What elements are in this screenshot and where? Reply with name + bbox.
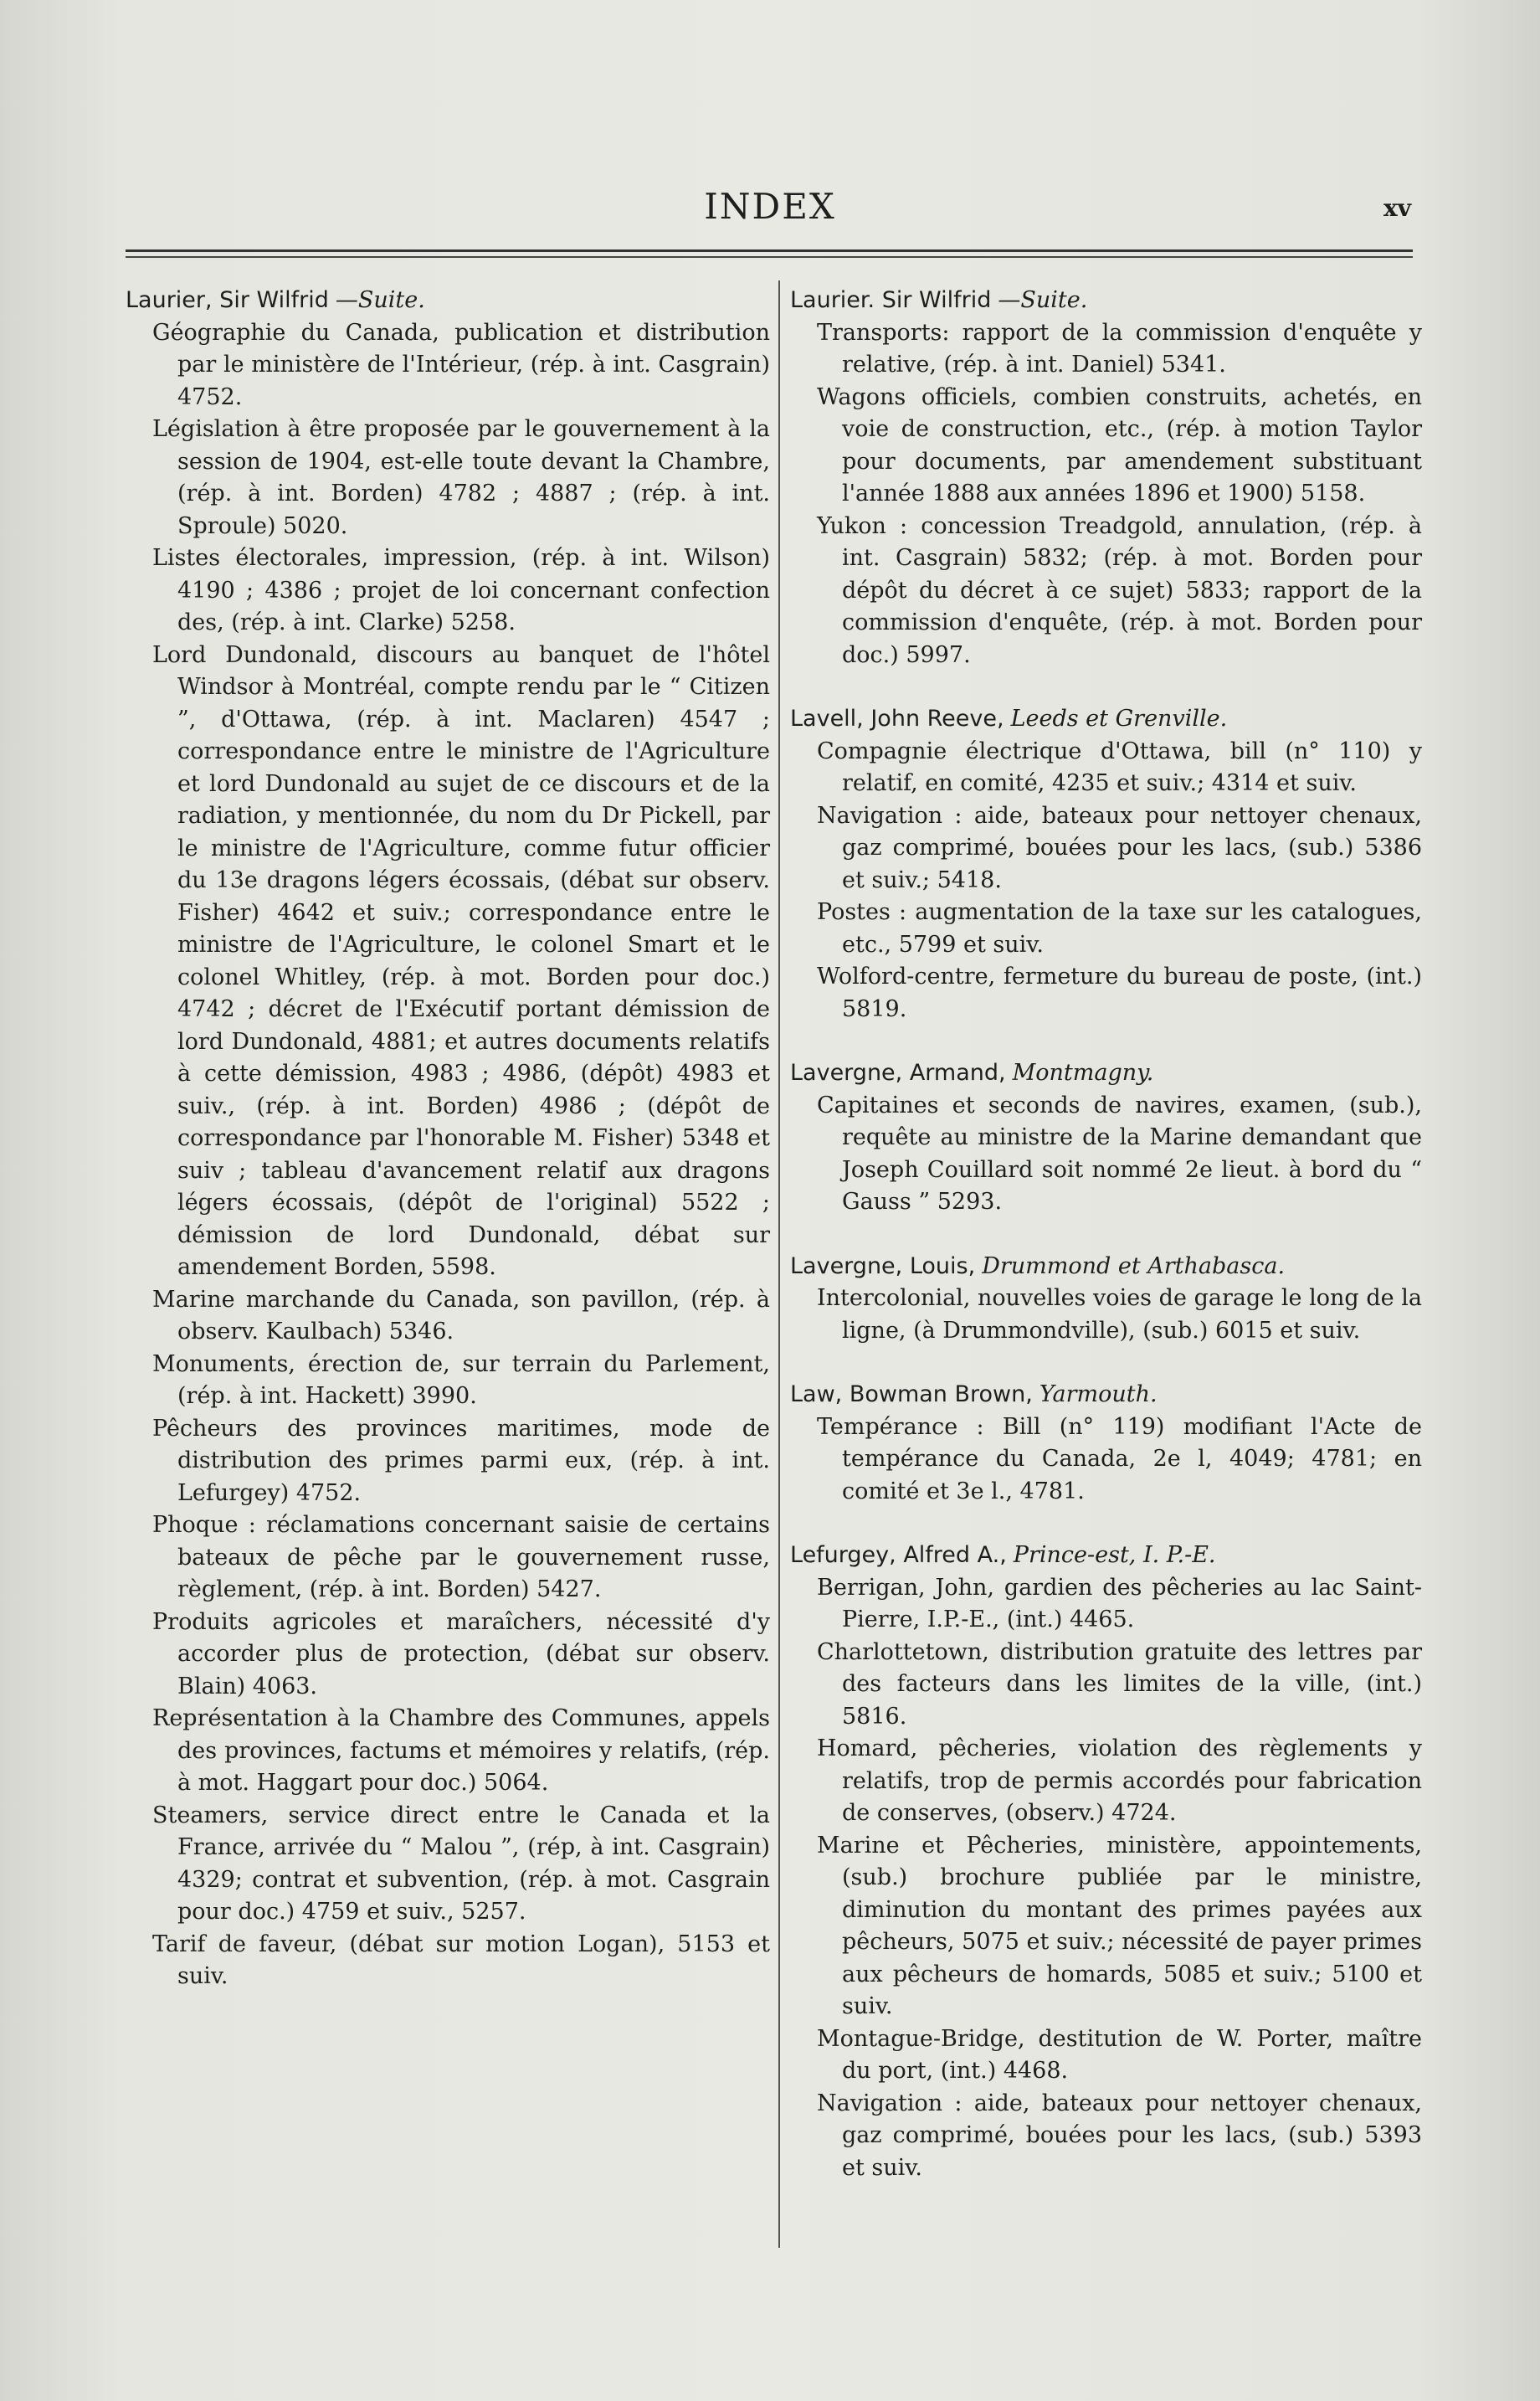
- index-entry: [790, 1251, 1422, 1348]
- index-entry: [126, 285, 770, 1993]
- entry-heading: [790, 1540, 1422, 1572]
- page-number: xv: [1383, 194, 1411, 222]
- entry-heading: [790, 1379, 1422, 1411]
- entry-heading: [126, 285, 770, 317]
- left-column: [126, 285, 770, 2025]
- subentry: Postes : augmentation de la taxe sur les catalogues, etc., 5799 et suiv.: [817, 899, 1422, 958]
- entry-constituency: Montmagny.: [1012, 1060, 1154, 1086]
- column-divider: [778, 280, 780, 2248]
- subentry: Lord Dundonald, discours au banquet de l'hôtel Windsor à Montréal, compte rendu par le “ Citizen ”, d'Ottawa, (rép. à int. Maclaren) 4547 ; correspondance entre le ministre de l'Agriculture et lord Dundonald au sujet de ce discours et de la radiation, y mentionnée, du nom du Dr Pickell, par le ministre de l'Agriculture, comme futur officier du 13e dragons légers écossais, (débat sur observ. Fisher) 4642 et suiv.; correspondance entre le ministre de l'Agriculture, le colonel Smart et le colonel Whitley, (rép. à mot. Borden pour doc.) 4742 ; décret de l'Exécutif portant démission de lord Dundonald, 4881; et autres documents relatifs à cette démission, 4983 ; 4986, (dépôt) 4983 et suiv., (rép. à int. Borden) 4986 ; (dépôt de correspondance par l'honorable M. Fisher) 5348 et suiv ; tableau d'avancement relatif aux dragons légers écossais, (dépôt de l'original) 5522 ; démission de lord Dundonald, débat sur amendement Borden, 5598.: [152, 641, 770, 1280]
- subentry: Pêcheurs des provinces maritimes, mode de distribution des primes parmi eux, (rép. à int. Lefurgey) 4752.: [152, 1415, 770, 1506]
- entry-name: Lavell, John Reeve,: [790, 706, 1004, 732]
- entry-constituency: Leeds et Grenville.: [1010, 706, 1228, 732]
- subentry: Navigation : aide, bateaux pour nettoyer chenaux, gaz comprimé, bouées pour les lacs, (sub.) 5386 et suiv.; 5418.: [817, 802, 1422, 893]
- subentry: Phoque : réclamations concernant saisie de certains bateaux de pêche par le gouvernement russe, règlement, (rép. à int. Borden) 5427.: [152, 1512, 770, 1602]
- index-entry: [790, 285, 1422, 671]
- subentry: Représentation à la Chambre des Communes, appels des provinces, factums et mémoires y relatifs, (rép. à mot. Haggart pour doc.) 5064.: [152, 1705, 770, 1796]
- entry-name: Lavergne, Louis,: [790, 1252, 976, 1279]
- right-column: [790, 285, 1422, 2216]
- entry-constituency: Prince-est, I. P.-E.: [1013, 1542, 1216, 1568]
- entry-name: Laurier. Sir Wilfrid: [790, 287, 992, 313]
- entry-heading: [790, 703, 1422, 736]
- index-entry: [790, 1057, 1422, 1219]
- subentry: Intercolonial, nouvelles voies de garage le long de la ligne, (à Drummondville), (sub.) 6015 et suiv.: [817, 1285, 1422, 1344]
- subentry: Géographie du Canada, publication et distribution par le ministère de l'Intérieur, (rép. à int. Casgrain) 4752.: [152, 319, 770, 410]
- entry-name: Laurier, Sir Wilfrid: [126, 287, 329, 313]
- subentry: Tempérance : Bill (n° 119) modifiant l'Acte de tempérance du Canada, 2e l, 4049; 4781; en comité et 3e l., 4781.: [817, 1413, 1422, 1504]
- page-title: INDEX: [704, 186, 836, 227]
- subentry: Transports: rapport de la commission d'enquête y relative, (rép. à int. Daniel) 5341.: [817, 319, 1422, 378]
- index-entry: [790, 1540, 1422, 2184]
- subentry: Navigation : aide, bateaux pour nettoyer chenaux, gaz comprimé, bouées pour les lacs, (sub.) 5393 et suiv.: [817, 2090, 1422, 2181]
- header-rule-top: [126, 249, 1413, 252]
- subentry: Berrigan, John, gardien des pêcheries au lac Saint-Pierre, I.P.-E., (int.) 4465.: [817, 1574, 1422, 1632]
- subentry: Produits agricoles et maraîchers, nécessité d'y accorder plus de protection, (débat sur observ. Blain) 4063.: [152, 1608, 770, 1699]
- subentry: Monuments, érection de, sur terrain du Parlement, (rép. à int. Hackett) 3990.: [152, 1350, 770, 1409]
- entry-constituency: —Suite.: [998, 287, 1088, 313]
- entry-heading: [790, 1251, 1422, 1283]
- entry-constituency: Drummond et Arthabasca.: [982, 1252, 1286, 1279]
- entry-name: Law, Bowman Brown,: [790, 1381, 1033, 1407]
- subentry: Montague-Bridge, destitution de W. Porter, maître du port, (int.) 4468.: [817, 2025, 1422, 2084]
- entry-constituency: Yarmouth.: [1039, 1381, 1158, 1407]
- index-entry: [790, 703, 1422, 1026]
- subentry: Marine et Pêcheries, ministère, appointements, (sub.) brochure publiée par le ministre, diminution du montant des primes payées aux pêcheurs, 5075 et suiv.; nécessité de payer primes aux pêcheurs de homards, 5085 et suiv.; 5100 et suiv.: [817, 1832, 1422, 2019]
- entry-name: Lavergne, Armand,: [790, 1060, 1006, 1086]
- entry-heading: [790, 1057, 1422, 1090]
- subentry: Capitaines et seconds de navires, examen, (sub.), requête au ministre de la Marine demandant que Joseph Couillard soit nommé 2e lieut. à bord du “ Gauss ” 5293.: [817, 1092, 1422, 1215]
- subentry: Compagnie électrique d'Ottawa, bill (n° 110) y relatif, en comité, 4235 et suiv.; 4314 et suiv.: [817, 738, 1422, 796]
- subentry: Charlottetown, distribution gratuite des lettres par des facteurs dans les limites de la ville, (int.) 5816.: [817, 1638, 1422, 1730]
- subentry: Législation à être proposée par le gouvernement à la session de 1904, est-elle toute devant la Chambre, (rép. à int. Borden) 4782 ; 4887 ; (rép. à int. Sproule) 5020.: [152, 416, 770, 539]
- entry-heading: [790, 285, 1422, 317]
- subentry: Steamers, service direct entre le Canada et la France, arrivée du “ Malou ”, (rép, à int. Casgrain) 4329; contrat et subvention, (rép. à mot. Casgrain pour doc.) 4759 et suiv., 5257.: [152, 1802, 770, 1925]
- subentry: Marine marchande du Canada, son pavillon, (rép. à observ. Kaulbach) 5346.: [152, 1286, 770, 1344]
- subentry: Wolford-centre, fermeture du bureau de poste, (int.) 5819.: [817, 964, 1422, 1022]
- subentry: Tarif de faveur, (débat sur motion Logan), 5153 et suiv.: [152, 1931, 770, 1989]
- entry-constituency: —Suite.: [335, 287, 425, 313]
- entry-name: Lefurgey, Alfred A.,: [790, 1542, 1007, 1568]
- subentry: Wagons officiels, combien construits, achetés, en voie de construction, etc., (rép. à motion Taylor pour documents, par amendement substituant l'année 1888 aux années 1896 et 1900) 5158.: [817, 383, 1422, 506]
- header-rule-bottom: [126, 256, 1413, 258]
- subentry: Homard, pêcheries, violation des règlements y relatifs, trop de permis accordés pour fabrication de conserves, (observ.) 4724.: [817, 1735, 1422, 1826]
- index-entry: [790, 1379, 1422, 1508]
- header-rule: [126, 249, 1413, 266]
- subentry: Listes électorales, impression, (rép. à int. Wilson) 4190 ; 4386 ; projet de loi concernant confection des, (rép. à int. Clarke) 5258.: [152, 545, 770, 635]
- subentry: Yukon : concession Treadgold, annulation, (rép. à int. Casgrain) 5832; (rép. à mot. Borden pour dépôt du décret à ce sujet) 5833; rapport de la commission d'enquête, (rép. à mot. Borden pour doc.) 5997.: [817, 512, 1422, 668]
